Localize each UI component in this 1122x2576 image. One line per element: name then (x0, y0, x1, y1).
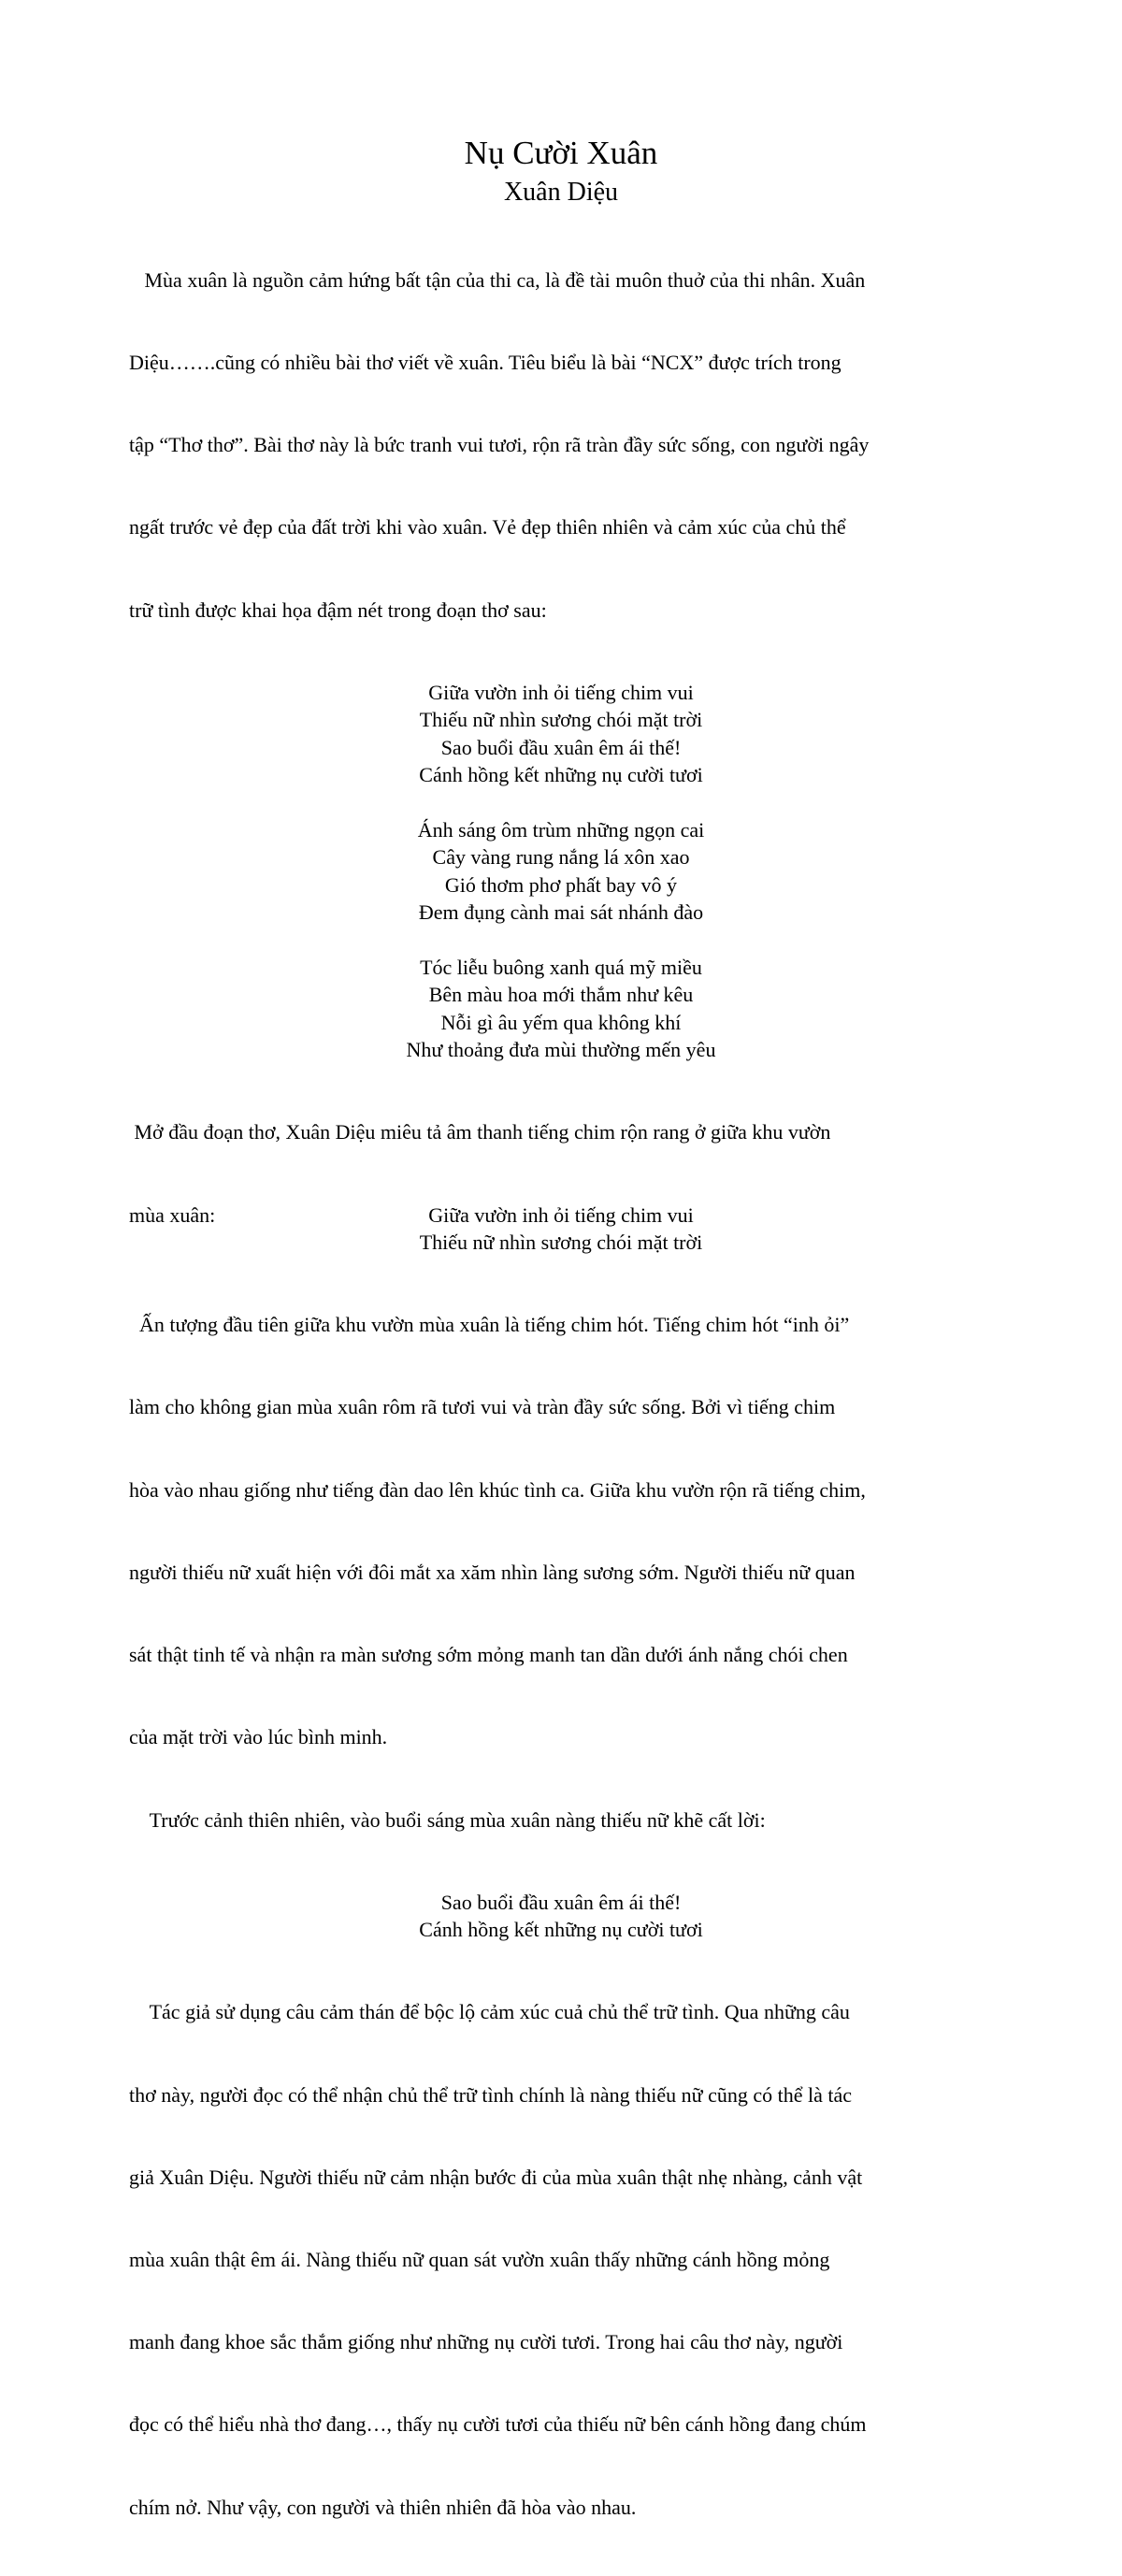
paragraph-line: Trước cảnh thiên nhiên, vào buổi sáng mùa xuân nàng thiếu nữ khẽ cất lời: (129, 1807, 766, 1832)
paragraph-line: Mùa xuân là nguồn cảm hứng bất tận của thi ca, là đề tài muôn thuở của thi nhân. Xuân (129, 267, 866, 292)
verse-line: Ánh sáng ôm trùm những ngọn cai (417, 817, 705, 842)
analysis-paragraph-3 (129, 1944, 993, 2576)
verse-line: Thiếu nữ nhìn sương chói mặt trời (419, 708, 703, 732)
paragraph-line: đọc có thể hiểu nhà thơ đang…, thấy nụ cười tươi của thiếu nữ bên cánh hồng đang chúm (129, 2412, 867, 2437)
verse-line: Cây vàng rung nắng lá xôn xao (432, 845, 690, 870)
analysis-intro (129, 1064, 993, 1202)
page-title: Nụ Cười Xuân (464, 135, 658, 171)
paragraph-line: Ấn tượng đầu tiên giữa khu vườn mùa xuân là tiếng chim hót. Tiếng chim hót “inh ỏi” (129, 1313, 850, 1337)
paragraph-line: thơ này, người đọc có thể nhận chủ thể trữ tình chính là nàng thiếu nữ cũng có thể là tác (129, 2082, 853, 2107)
intro-paragraph (129, 211, 993, 679)
paragraph-line: hòa vào nhau giống như tiếng đàn dao lên khúc tình ca. Giữa khu vườn rộn rã tiếng chim, (129, 1477, 866, 1502)
quoted-verse-line: Thiếu nữ nhìn sương chói mặt trời (419, 1230, 703, 1254)
paragraph-line: sát thật tinh tế và nhận ra màn sương sớm mỏng manh tan dần dưới ánh nắng chói chen (129, 1643, 848, 1667)
quoted-verse-line: Sao buổi đầu xuân êm ái thế! (440, 1890, 682, 1914)
paragraph-line: Mở đầu đoạn thơ, Xuân Diệu miêu tả âm thanh tiếng chim rộn rang ở giữa khu vườn (129, 1120, 831, 1144)
paragraph-line: tập “Thơ thơ”. Bài thơ này là bức tranh vui tươi, rộn rã tràn đầy sức sống, con người ngây (129, 433, 870, 457)
verse-line: Bên màu hoa mới thắm như kêu (428, 983, 694, 1007)
verse-line: Giữa vườn inh ỏi tiếng chim vui (428, 680, 694, 704)
verse-line: Như thoảng đưa mùi thường mến yêu (406, 1038, 716, 1062)
paragraph-line: mùa xuân thật êm ái. Nàng thiếu nữ quan sát vườn xuân thấy những cánh hồng mỏng (129, 2248, 830, 2272)
quoted-verse-block-2 (129, 1889, 993, 1944)
analysis-paragraph-2 (129, 1256, 993, 1888)
verse-line: Gió thơm phơ phất bay vô ý (444, 872, 678, 897)
paragraph-line: của mặt trời vào lúc bình minh. (129, 1725, 388, 1749)
poem-stanza-3 (129, 954, 993, 1064)
verse-line: Sao buổi đầu xuân êm ái thế! (440, 735, 682, 759)
paragraph-line: manh đang khoe sắc thắm giống như những nụ cười tươi. Trong hai câu thơ này, người (129, 2330, 843, 2354)
inline-label: mùa xuân: (129, 1202, 216, 1227)
poem-stanza-2 (129, 816, 993, 927)
paragraph-line: chím nở. Như vậy, con người và thiên nhiên đã hòa vào nhau. (129, 2495, 637, 2519)
document-page (129, 131, 993, 2576)
paragraph-line: ngất trước vẻ đẹp của đất trời khi vào xuân. Vẻ đẹp thiên nhiên và cảm xúc của chủ thể (129, 515, 846, 540)
paragraph-line: trữ tình được khai họa đậm nét trong đoạn thơ sau: (129, 597, 547, 622)
inline-quote-row (129, 1202, 993, 1229)
author-name: Xuân Diệu (503, 178, 619, 207)
stanza-gap (129, 927, 993, 954)
verse-line: Đem đụng cành mai sát nhánh đào (418, 900, 704, 925)
verse-line: Cánh hồng kết những nụ cười tươi (419, 763, 703, 787)
poem-stanza-1 (129, 679, 993, 789)
stanza-gap (129, 789, 993, 816)
verse-line: Tóc liễu buông xanh quá mỹ miều (420, 955, 702, 979)
paragraph-line: Diệu…….cũng có nhiều bài thơ viết về xuân. Tiêu biểu là bài “NCX” được trích trong (129, 351, 842, 375)
paragraph-line: người thiếu nữ xuất hiện với đôi mắt xa xăm nhìn làng sương sớm. Người thiếu nữ quan (129, 1560, 856, 1584)
verse-line: Nỗi gì âu yếm qua không khí (440, 1010, 682, 1034)
paragraph-line: Tác giả sử dụng câu cảm thán để bộc lộ cảm xúc cuả chủ thể trữ tình. Qua những câu (129, 2000, 850, 2024)
paragraph-line: giả Xuân Diệu. Người thiếu nữ cảm nhận bước đi của mùa xuân thật nhẹ nhàng, cảnh vật (129, 2165, 863, 2189)
quoted-verse-block-1 (129, 1229, 993, 1256)
paragraph-line: làm cho không gian mùa xuân rôm rã tươi vui và tràn đầy sức sống. Bởi vì tiếng chim (129, 1395, 836, 1419)
quoted-verse-line: Giữa vườn inh ỏi tiếng chim vui (428, 1202, 694, 1227)
quoted-verse-line: Cánh hồng kết những nụ cười tươi (419, 1918, 703, 1942)
